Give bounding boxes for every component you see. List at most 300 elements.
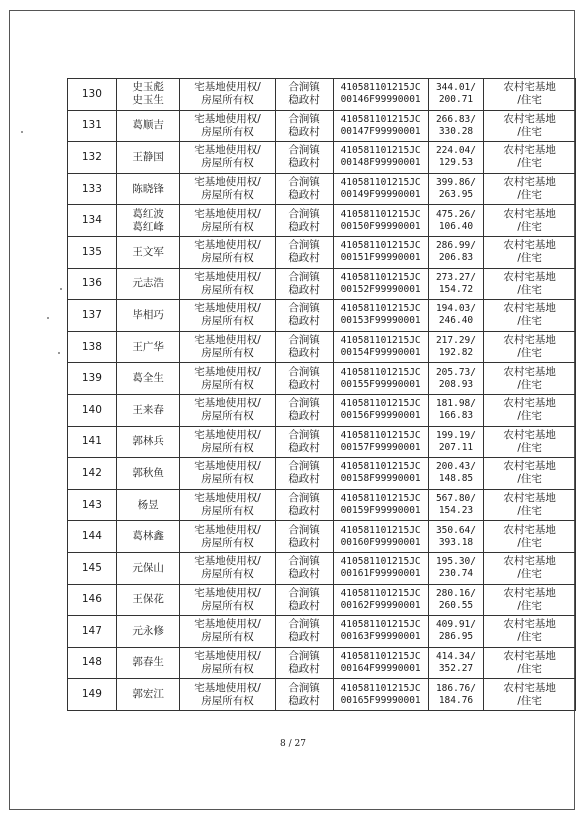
cell-location: [275, 110, 333, 142]
cell-parcel-code: [333, 426, 428, 458]
cell-right-type-line: 房屋所有权: [201, 283, 254, 296]
cell-right-type-line: 房屋所有权: [201, 662, 254, 675]
cell-area-line: 286.95: [438, 631, 474, 643]
cell-area: [428, 363, 484, 395]
cell-owner-name: [116, 394, 180, 426]
cell-parcel-code: [333, 647, 428, 679]
cell-location: [275, 331, 333, 363]
cell-location-line: 合涧镇: [288, 681, 320, 694]
cell-area-line: 230.74: [438, 568, 474, 580]
cell-land-use-line: 农村宅基地: [503, 144, 556, 157]
cell-land-use: [484, 647, 576, 679]
cell-area-line: 194.03/: [435, 303, 476, 315]
cell-right-type-line: 房屋所有权: [201, 568, 254, 581]
cell-land-use-line: 农村宅基地: [503, 618, 556, 631]
cell-location-line: 合涧镇: [288, 649, 320, 662]
cell-area: [428, 110, 484, 142]
cell-land-use-line: /住宅: [517, 568, 542, 581]
cell-location: [275, 173, 333, 205]
cell-right-type-line: 房屋所有权: [201, 378, 254, 391]
cell-right-type-line: 房屋所有权: [201, 220, 254, 233]
cell-location-line: 合涧镇: [288, 81, 320, 94]
cell-number: 135: [68, 236, 117, 268]
cell-location-line: 合涧镇: [288, 555, 320, 568]
cell-land-use: [484, 331, 576, 363]
cell-area-line: 393.18: [438, 536, 474, 548]
cell-number: 146: [68, 584, 117, 616]
cell-parcel-code-line: 00158F99990001: [340, 473, 421, 485]
cell-number: 147: [68, 616, 117, 648]
cell-parcel-code: [333, 363, 428, 395]
page-number: 8 / 27: [280, 739, 306, 749]
cell-land-use: [484, 236, 576, 268]
cell-land-use-line: /住宅: [517, 473, 542, 486]
cell-location: [275, 142, 333, 174]
table-row: [68, 521, 576, 553]
cell-right-type-line: 宅基地使用权/: [194, 239, 261, 252]
cell-area: [428, 679, 484, 711]
cell-location: [275, 647, 333, 679]
cell-area: [428, 205, 484, 237]
cell-parcel-code-line: 00161F99990001: [340, 568, 421, 580]
cell-land-use: [484, 489, 576, 521]
cell-location: [275, 679, 333, 711]
cell-right-type-line: 宅基地使用权/: [194, 397, 261, 410]
cell-location: [275, 489, 333, 521]
cell-parcel-code-line: 410581101215JC: [340, 335, 421, 347]
cell-location-line: 稳政村: [288, 220, 320, 233]
cell-owner-name: [116, 205, 180, 237]
cell-right-type-line: 房屋所有权: [201, 189, 254, 202]
cell-location-line: 稳政村: [288, 473, 320, 486]
cell-location-line: 合涧镇: [288, 302, 320, 315]
cell-location-line: 稳政村: [288, 378, 320, 391]
cell-location-line: 稳政村: [288, 283, 320, 296]
cell-land-use: [484, 426, 576, 458]
cell-parcel-code-line: 00153F99990001: [340, 315, 421, 327]
cell-land-use-line: 农村宅基地: [503, 523, 556, 536]
cell-parcel-code-line: 410581101215JC: [340, 587, 421, 599]
cell-area-line: 148.85: [438, 473, 474, 485]
scan-speck: [60, 288, 62, 290]
cell-number: 142: [68, 458, 117, 490]
cell-area-line: 154.72: [438, 283, 474, 295]
cell-owner-name-line: 葛林鑫: [132, 530, 164, 543]
cell-location-line: 稳政村: [288, 189, 320, 202]
cell-parcel-code-line: 00157F99990001: [340, 441, 421, 453]
cell-area: [428, 552, 484, 584]
cell-owner-name-line: 王静国: [132, 150, 164, 163]
cell-location: [275, 584, 333, 616]
cell-parcel-code-line: 00162F99990001: [340, 599, 421, 611]
cell-right-type-line: 宅基地使用权/: [194, 144, 261, 157]
cell-location: [275, 394, 333, 426]
cell-number: 144: [68, 521, 117, 553]
cell-area: [428, 521, 484, 553]
cell-owner-name-line: 王广华: [132, 340, 164, 353]
cell-right-type: [180, 268, 275, 300]
cell-owner-name-line: 葛顺吉: [132, 119, 164, 132]
cell-right-type-line: 宅基地使用权/: [194, 460, 261, 473]
cell-area-line: 129.53: [438, 157, 474, 169]
cell-land-use-line: /住宅: [517, 599, 542, 612]
cell-right-type-line: 宅基地使用权/: [194, 270, 261, 283]
cell-land-use-line: 农村宅基地: [503, 270, 556, 283]
cell-parcel-code-line: 410581101215JC: [340, 429, 421, 441]
cell-right-type: [180, 616, 275, 648]
cell-parcel-code-line: 00163F99990001: [340, 631, 421, 643]
cell-parcel-code: [333, 521, 428, 553]
cell-location: [275, 458, 333, 490]
cell-right-type: [180, 394, 275, 426]
cell-land-use: [484, 458, 576, 490]
cell-right-type-line: 宅基地使用权/: [194, 681, 261, 694]
cell-area-line: 181.98/: [435, 398, 476, 410]
cell-right-type: [180, 300, 275, 332]
cell-land-use: [484, 363, 576, 395]
cell-number: 141: [68, 426, 117, 458]
cell-area-line: 154.23: [438, 505, 474, 517]
cell-location-line: 稳政村: [288, 599, 320, 612]
cell-right-type: [180, 679, 275, 711]
table-row: [68, 458, 576, 490]
cell-parcel-code: [333, 584, 428, 616]
cell-number: 143: [68, 489, 117, 521]
cell-land-use-line: 农村宅基地: [503, 334, 556, 347]
cell-parcel-code-line: 410581101215JC: [340, 398, 421, 410]
cell-parcel-code-line: 410581101215JC: [340, 271, 421, 283]
cell-land-use-line: /住宅: [517, 441, 542, 454]
cell-location-line: 稳政村: [288, 694, 320, 707]
cell-area-line: 224.04/: [435, 145, 476, 157]
cell-land-use-line: 农村宅基地: [503, 81, 556, 94]
cell-owner-name: [116, 458, 180, 490]
cell-location-line: 合涧镇: [288, 239, 320, 252]
table-row: [68, 205, 576, 237]
table-row: [68, 331, 576, 363]
cell-location-line: 稳政村: [288, 662, 320, 675]
cell-location-line: 合涧镇: [288, 492, 320, 505]
cell-location-line: 合涧镇: [288, 618, 320, 631]
cell-right-type: [180, 110, 275, 142]
cell-parcel-code-line: 410581101215JC: [340, 145, 421, 157]
cell-area-line: 475.26/: [435, 208, 476, 220]
cell-parcel-code-line: 00155F99990001: [340, 378, 421, 390]
cell-location-line: 稳政村: [288, 536, 320, 549]
cell-location-line: 合涧镇: [288, 144, 320, 157]
cell-parcel-code-line: 410581101215JC: [340, 113, 421, 125]
cell-land-use: [484, 110, 576, 142]
cell-area-line: 273.27/: [435, 271, 476, 283]
cell-number: 137: [68, 300, 117, 332]
cell-parcel-code-line: 410581101215JC: [340, 303, 421, 315]
cell-area-line: 186.76/: [435, 682, 476, 694]
cell-land-use-line: /住宅: [517, 694, 542, 707]
scan-speck: [58, 352, 60, 354]
cell-location-line: 合涧镇: [288, 334, 320, 347]
cell-land-use-line: /住宅: [517, 220, 542, 233]
cell-owner-name: [116, 236, 180, 268]
cell-right-type-line: 房屋所有权: [201, 505, 254, 518]
table-row: [68, 142, 576, 174]
cell-owner-name: [116, 647, 180, 679]
cell-area-line: 399.86/: [435, 177, 476, 189]
cell-owner-name: [116, 110, 180, 142]
cell-right-type-line: 房屋所有权: [201, 441, 254, 454]
cell-owner-name: [116, 363, 180, 395]
table-row: [68, 584, 576, 616]
cell-area-line: 200.43/: [435, 461, 476, 473]
cell-right-type: [180, 79, 275, 111]
cell-owner-name: [116, 331, 180, 363]
cell-parcel-code: [333, 300, 428, 332]
cell-number: 149: [68, 679, 117, 711]
cell-area: [428, 79, 484, 111]
cell-location-line: 合涧镇: [288, 270, 320, 283]
cell-area-line: 280.16/: [435, 587, 476, 599]
cell-right-type-line: 房屋所有权: [201, 94, 254, 107]
cell-number: 131: [68, 110, 117, 142]
cell-location-line: 稳政村: [288, 441, 320, 454]
cell-location-line: 稳政村: [288, 157, 320, 170]
cell-owner-name: [116, 679, 180, 711]
cell-land-use-line: /住宅: [517, 125, 542, 138]
cell-location-line: 稳政村: [288, 125, 320, 138]
cell-owner-name-line: 王文军: [132, 245, 164, 258]
cell-parcel-code-line: 00150F99990001: [340, 220, 421, 232]
cell-area-line: 106.40: [438, 220, 474, 232]
cell-area-line: 352.27: [438, 662, 474, 674]
cell-right-type: [180, 363, 275, 395]
cell-right-type: [180, 584, 275, 616]
table-row: [68, 110, 576, 142]
cell-land-use-line: /住宅: [517, 631, 542, 644]
table-row: [68, 363, 576, 395]
cell-number: 145: [68, 552, 117, 584]
cell-owner-name-line: 元保山: [132, 561, 164, 574]
cell-location: [275, 521, 333, 553]
cell-location-line: 合涧镇: [288, 176, 320, 189]
cell-location-line: 稳政村: [288, 505, 320, 518]
cell-right-type-line: 宅基地使用权/: [194, 523, 261, 536]
table-row: [68, 173, 576, 205]
cell-land-use-line: 农村宅基地: [503, 586, 556, 599]
cell-area: [428, 300, 484, 332]
cell-right-type: [180, 236, 275, 268]
cell-parcel-code-line: 410581101215JC: [340, 650, 421, 662]
cell-location: [275, 363, 333, 395]
cell-area-line: 350.64/: [435, 524, 476, 536]
table-row: [68, 616, 576, 648]
cell-land-use-line: /住宅: [517, 189, 542, 202]
table-row: [68, 79, 576, 111]
cell-area-line: 246.40: [438, 315, 474, 327]
cell-right-type: [180, 521, 275, 553]
table-row: [68, 426, 576, 458]
cell-area-line: 207.11: [438, 441, 474, 453]
cell-parcel-code-line: 00160F99990001: [340, 536, 421, 548]
cell-owner-name-line: 郭林兵: [132, 435, 164, 448]
cell-owner-name: [116, 426, 180, 458]
cell-land-use: [484, 142, 576, 174]
cell-area: [428, 584, 484, 616]
cell-right-type-line: 房屋所有权: [201, 125, 254, 138]
cell-right-type-line: 宅基地使用权/: [194, 555, 261, 568]
cell-parcel-code-line: 410581101215JC: [340, 240, 421, 252]
cell-owner-name-line: 郭春生: [132, 656, 164, 669]
cell-location: [275, 616, 333, 648]
cell-land-use-line: 农村宅基地: [503, 681, 556, 694]
cell-land-use-line: 农村宅基地: [503, 460, 556, 473]
cell-right-type-line: 宅基地使用权/: [194, 112, 261, 125]
cell-location: [275, 236, 333, 268]
cell-right-type-line: 宅基地使用权/: [194, 81, 261, 94]
cell-parcel-code-line: 00152F99990001: [340, 283, 421, 295]
cell-area-line: 263.95: [438, 189, 474, 201]
cell-parcel-code-line: 00164F99990001: [340, 662, 421, 674]
cell-land-use-line: 农村宅基地: [503, 555, 556, 568]
cell-right-type-line: 宅基地使用权/: [194, 176, 261, 189]
cell-land-use-line: /住宅: [517, 505, 542, 518]
cell-right-type: [180, 552, 275, 584]
cell-right-type: [180, 142, 275, 174]
cell-location-line: 合涧镇: [288, 365, 320, 378]
cell-area-line: 192.82: [438, 347, 474, 359]
cell-area: [428, 173, 484, 205]
cell-right-type-line: 房屋所有权: [201, 631, 254, 644]
cell-owner-name-line: 史玉彪: [132, 81, 164, 94]
cell-land-use-line: /住宅: [517, 252, 542, 265]
cell-land-use-line: /住宅: [517, 347, 542, 360]
cell-area-line: 567.80/: [435, 493, 476, 505]
cell-land-use-line: /住宅: [517, 662, 542, 675]
cell-location: [275, 552, 333, 584]
cell-owner-name-line: 王来春: [132, 403, 164, 416]
cell-parcel-code: [333, 268, 428, 300]
cell-number: 139: [68, 363, 117, 395]
cell-land-use-line: /住宅: [517, 410, 542, 423]
cell-parcel-code: [333, 679, 428, 711]
cell-parcel-code: [333, 489, 428, 521]
cell-owner-name: [116, 616, 180, 648]
cell-area-line: 217.29/: [435, 335, 476, 347]
scan-speck: [47, 317, 49, 319]
cell-location-line: 稳政村: [288, 631, 320, 644]
cell-parcel-code-line: 410581101215JC: [340, 619, 421, 631]
cell-parcel-code-line: 410581101215JC: [340, 461, 421, 473]
cell-right-type-line: 房屋所有权: [201, 410, 254, 423]
cell-area-line: 266.83/: [435, 113, 476, 125]
cell-land-use-line: 农村宅基地: [503, 649, 556, 662]
cell-location-line: 稳政村: [288, 252, 320, 265]
cell-owner-name-line: 毕相巧: [132, 308, 164, 321]
cell-location-line: 稳政村: [288, 94, 320, 107]
cell-parcel-code-line: 00147F99990001: [340, 125, 421, 137]
cell-parcel-code: [333, 173, 428, 205]
cell-land-use-line: 农村宅基地: [503, 112, 556, 125]
cell-location-line: 合涧镇: [288, 207, 320, 220]
cell-location-line: 稳政村: [288, 347, 320, 360]
cell-right-type-line: 房屋所有权: [201, 315, 254, 328]
cell-number: 133: [68, 173, 117, 205]
cell-location-line: 合涧镇: [288, 428, 320, 441]
cell-area: [428, 489, 484, 521]
cell-owner-name: [116, 142, 180, 174]
cell-right-type: [180, 489, 275, 521]
cell-land-use: [484, 79, 576, 111]
cell-owner-name-line: 杨昱: [137, 498, 159, 511]
cell-land-use-line: /住宅: [517, 378, 542, 391]
cell-location-line: 合涧镇: [288, 523, 320, 536]
cell-land-use-line: 农村宅基地: [503, 302, 556, 315]
cell-area: [428, 426, 484, 458]
cell-owner-name: [116, 552, 180, 584]
cell-land-use: [484, 173, 576, 205]
cell-land-use-line: /住宅: [517, 315, 542, 328]
cell-area-line: 184.76: [438, 694, 474, 706]
cell-right-type-line: 宅基地使用权/: [194, 365, 261, 378]
cell-right-type: [180, 458, 275, 490]
cell-parcel-code-line: 410581101215JC: [340, 493, 421, 505]
table-row: [68, 236, 576, 268]
cell-number: 130: [68, 79, 117, 111]
cell-right-type: [180, 331, 275, 363]
cell-area-line: 208.93: [438, 378, 474, 390]
cell-right-type-line: 宅基地使用权/: [194, 586, 261, 599]
cell-owner-name: [116, 173, 180, 205]
cell-owner-name: [116, 489, 180, 521]
cell-right-type-line: 房屋所有权: [201, 536, 254, 549]
cell-right-type: [180, 426, 275, 458]
cell-land-use-line: /住宅: [517, 283, 542, 296]
cell-location-line: 合涧镇: [288, 112, 320, 125]
cell-right-type-line: 房屋所有权: [201, 347, 254, 360]
cell-land-use: [484, 300, 576, 332]
cell-right-type: [180, 205, 275, 237]
cell-area-line: 344.01/: [435, 82, 476, 94]
cell-area: [428, 458, 484, 490]
cell-number: 132: [68, 142, 117, 174]
cell-owner-name-line: 郭秋鱼: [132, 466, 164, 479]
cell-right-type-line: 房屋所有权: [201, 252, 254, 265]
cell-parcel-code: [333, 458, 428, 490]
cell-area: [428, 236, 484, 268]
cell-location: [275, 205, 333, 237]
cell-owner-name: [116, 300, 180, 332]
cell-owner-name-line: 王保花: [132, 593, 164, 606]
table-row: [68, 552, 576, 584]
cell-land-use: [484, 616, 576, 648]
cell-owner-name: [116, 521, 180, 553]
cell-parcel-code: [333, 616, 428, 648]
cell-land-use-line: 农村宅基地: [503, 207, 556, 220]
cell-right-type-line: 房屋所有权: [201, 694, 254, 707]
cell-parcel-code-line: 410581101215JC: [340, 177, 421, 189]
cell-owner-name-line: 葛全生: [132, 372, 164, 385]
table-row: [68, 394, 576, 426]
cell-parcel-code-line: 00149F99990001: [340, 189, 421, 201]
cell-parcel-code-line: 410581101215JC: [340, 208, 421, 220]
cell-location-line: 稳政村: [288, 315, 320, 328]
cell-right-type-line: 房屋所有权: [201, 157, 254, 170]
cell-land-use-line: 农村宅基地: [503, 428, 556, 441]
cell-land-use: [484, 679, 576, 711]
cell-owner-name-line: 元永修: [132, 624, 164, 637]
cell-area-line: 409.91/: [435, 619, 476, 631]
cell-area-line: 414.34/: [435, 650, 476, 662]
cell-area-line: 286.99/: [435, 240, 476, 252]
cell-parcel-code-line: 410581101215JC: [340, 524, 421, 536]
